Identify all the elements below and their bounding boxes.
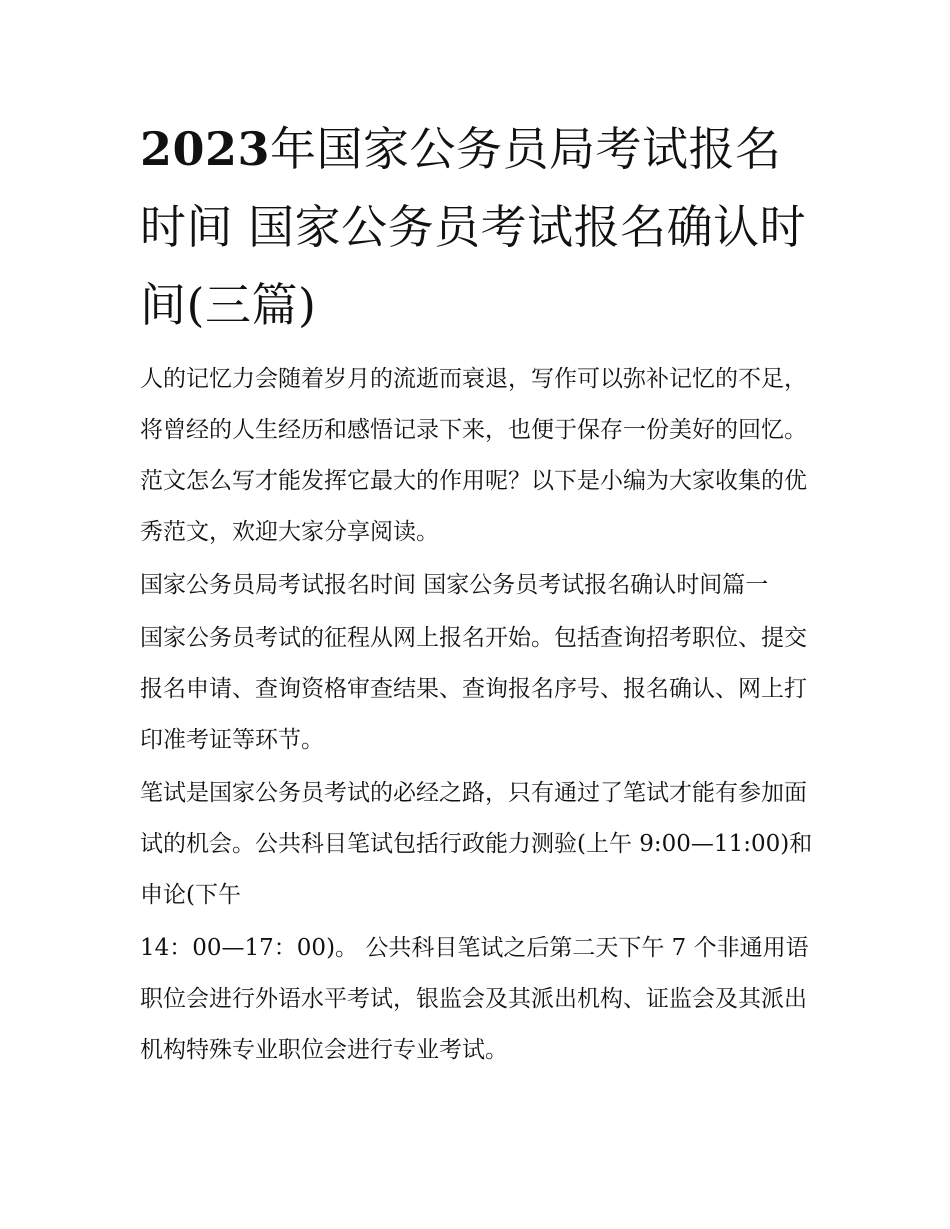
body-paragraph: 国家公务员考试的征程从网上报名开始。包括查询招考职位、提交报名申请、查询资格审查结果、查询报名序号、报名确认、网上打印准考证等环节。 (140, 625, 807, 753)
body-paragraph: 笔试是国家公务员考试的必经之路，只有通过了笔试才能有参加面试的机会。公共科目笔试包括行政能力测验(上午 9:00—11:00)和申论(下午 (140, 780, 813, 908)
intro-paragraph: 人的记忆力会随着岁月的流逝而衰退，写作可以弥补记忆的不足，将曾经的人生经历和感悟记录下来，也便于保存一份美好的回忆。范文怎么写才能发挥它最大的作用呢？以下是小编为大家收集的优秀范文，欢迎大家分享阅读。 (140, 366, 807, 545)
section-heading: 国家公务员局考试报名时间 国家公务员考试报名确认时间篇一 (140, 572, 769, 598)
document-page (140, 110, 815, 1076)
document-title (140, 110, 815, 344)
title-year: 2023 (140, 122, 271, 176)
body-paragraph: 14：00—17：00)。 公共科目笔试之后第二天下午 7 个非通用语职位会进行外语水平考试，银监会及其派出机构、证监会及其派出机构特殊专业职位会进行专业考试。 (140, 935, 809, 1063)
title-text: 年国家公务员局考试报名时间 国家公务员考试报名确认时间(三篇) (140, 122, 807, 332)
